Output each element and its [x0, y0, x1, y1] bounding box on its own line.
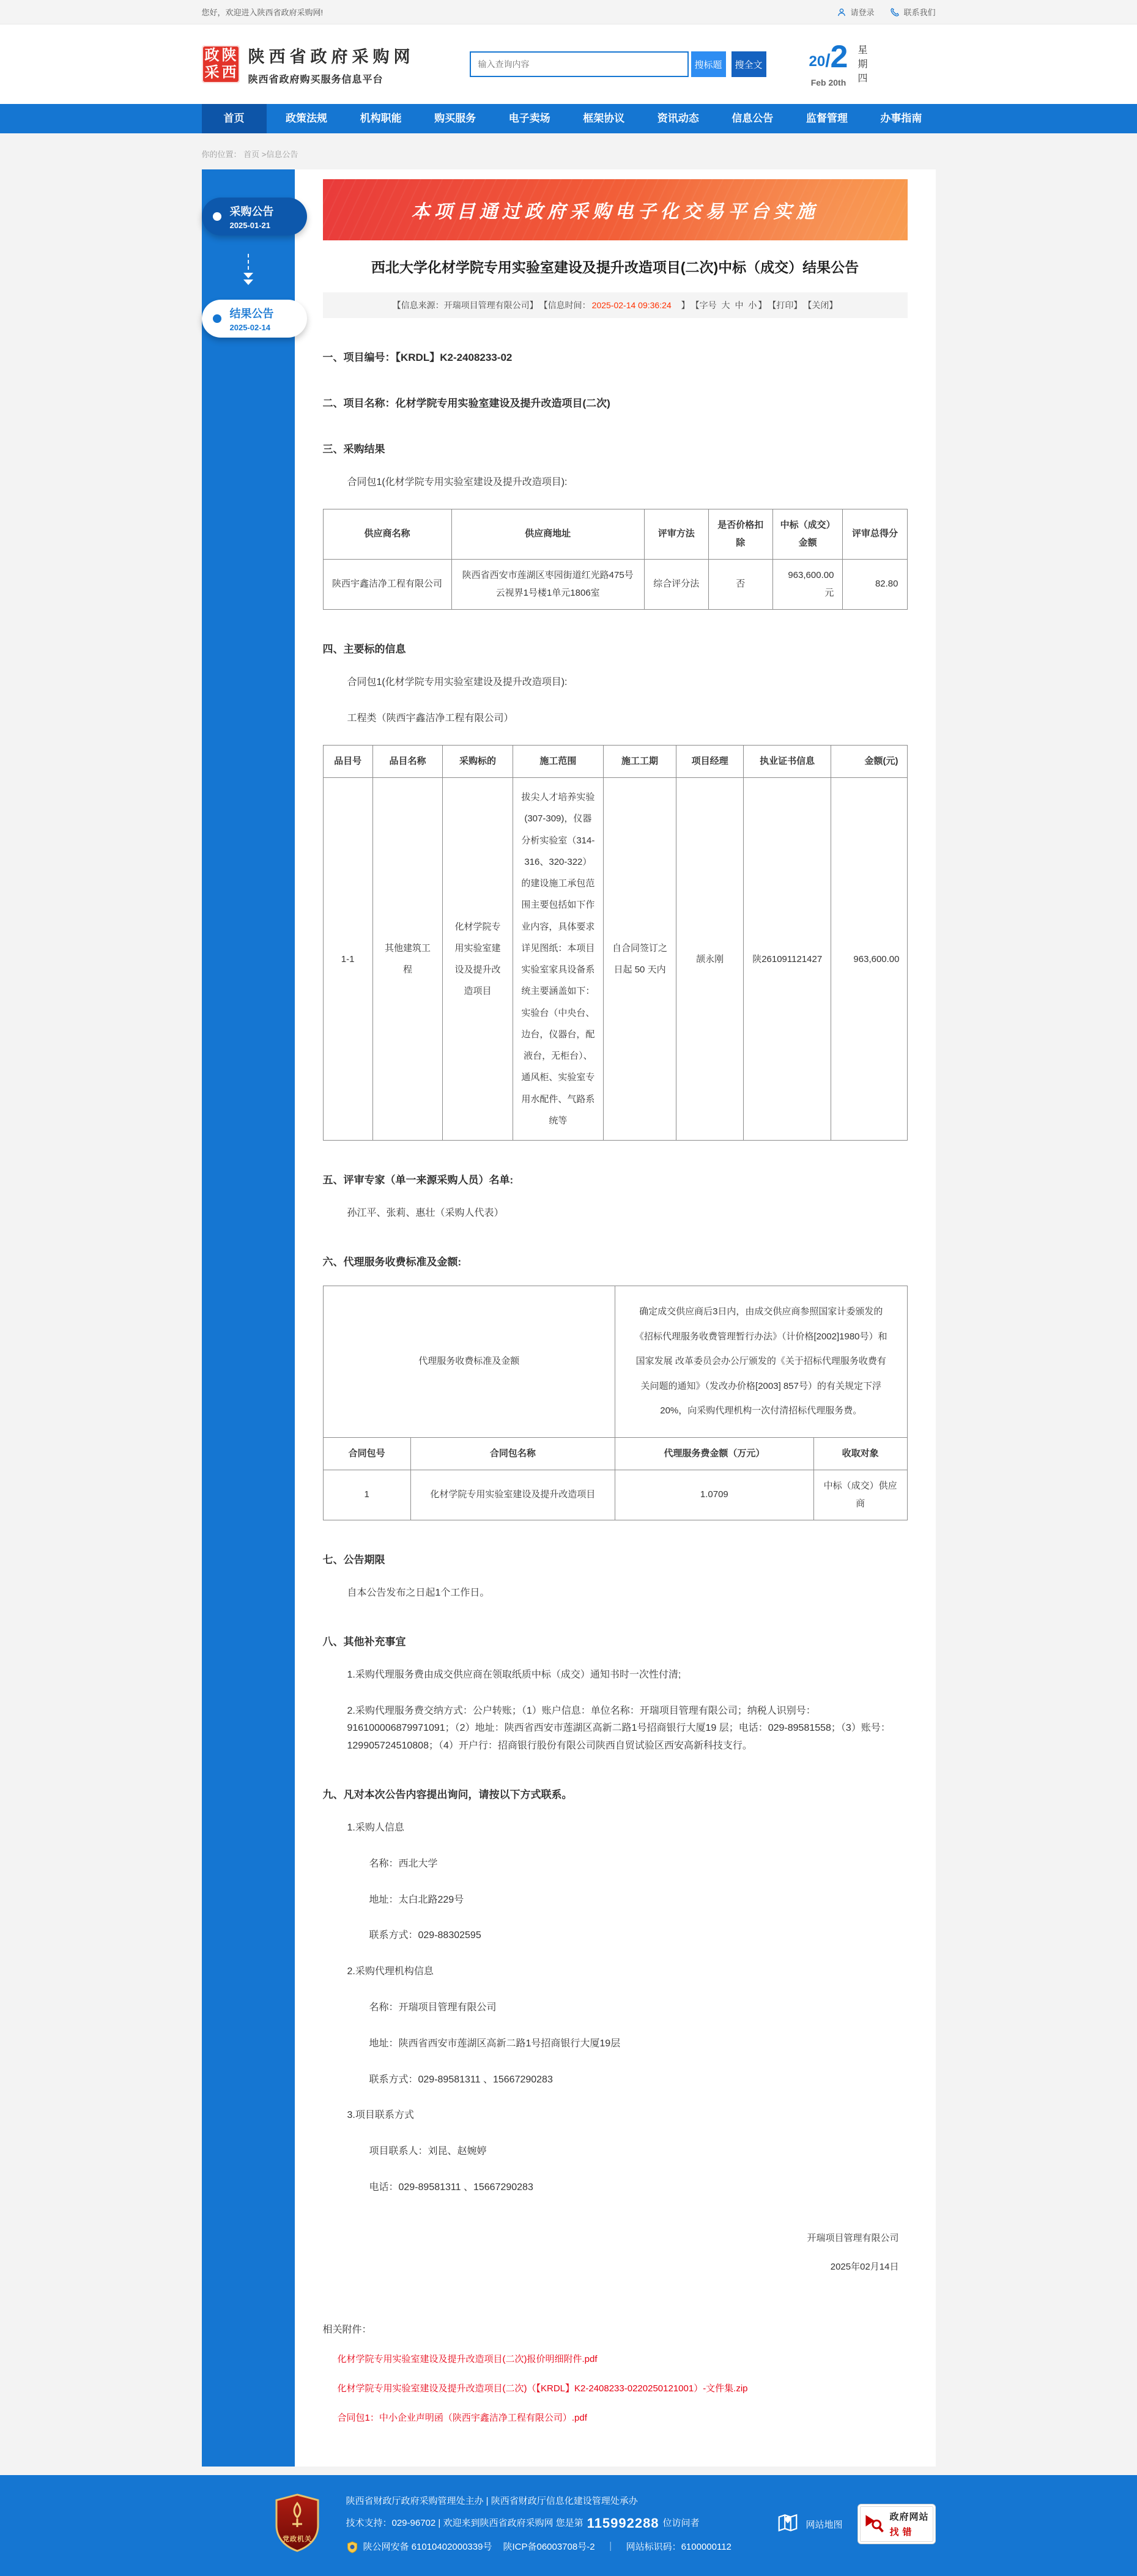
result-table — [323, 509, 908, 610]
attachments-label: 相关附件： — [322, 2324, 372, 2335]
icp-number: 陕ICP备06003708号-2 — [503, 2542, 595, 2553]
badge-subtitle: 找错 — [889, 2527, 916, 2538]
table-row: 1 化材学院专用实验室建设及提升改造项目 1.0709 中标（成交）供应商 — [323, 1470, 907, 1520]
table-row: 1-1 其他建筑工程 化材学院专用实验室建设及提升改造项目 拔尖人才培养实验(307-309)，仪器分析实验室（314-316、320-322）的建设施工承包范围主要包括如下作业内容，具体要求详见图纸：本项目实验室家具设备系统主要涵盖如下：实验台（中央台、边台，仪器台，配液台，无柜台）、通风柜、实验室专用水配件、气路系统等 自合同签订之日起 50 天内 颉永刚 陕261091121427 963,600.00 — [323, 778, 907, 1141]
logo-line-1: 政陕 — [204, 47, 239, 64]
visitor-count: 115992288 — [587, 2515, 659, 2531]
supplement-item: 2.采购代理服务费交纳方式：公户转账；（1）账户信息：单位名称：开瑞项目管理有限公司；纳税人识别号：916100006879971091；（2）地址：陕西省西安市莲湖区高新二路1号招商银行大厦19 层；电话：029-89581558；（3）账号：129905724510808；（4）开户行：招商银行股份有限公司陕西自贸试验区西安高新科技支行。 — [347, 1705, 891, 1752]
section-4-heading: 四、主要标的信息 — [322, 643, 406, 656]
section-6-heading: 六、代理服务收费标准及金额: — [322, 1256, 462, 1268]
site-title: 陕西省政府采购网 — [248, 47, 415, 66]
date-month: 2 — [830, 39, 848, 75]
publish-time: 2025-02-14 09:36:24 — [591, 300, 672, 311]
breadcrumb: 你的位置： 首页 >信息公告 — [201, 150, 298, 159]
attachments-section — [323, 2322, 908, 2424]
search-input[interactable] — [470, 51, 689, 77]
section-1-heading: 一、项目编号：【KRDL】K2-2408233-02 — [322, 352, 513, 364]
supplement-item: 1.采购代理服务费由成交供应商在领取纸质中标（成交）通知书时一次性付清; — [347, 1669, 681, 1680]
breadcrumb-home-link[interactable]: 首页 — [243, 150, 260, 159]
party-gov-shield-icon — [274, 2493, 320, 2555]
site-subtitle: 陕西省政府购买服务信息平台 — [248, 74, 383, 85]
timeline-dot — [213, 212, 221, 221]
meta-bar: 【信息来源：开瑞项目管理有限公司】 【信息时间： 2025-02-14 09:36:24 】 【字号 大 中 小 】 【打印】 【关闭】 — [323, 292, 908, 318]
map-icon — [776, 2511, 799, 2537]
nav-item-policies[interactable]: 政策法规 — [286, 113, 328, 124]
contact-group-title: 1.采购人信息 — [347, 1823, 404, 1834]
sitemap-link[interactable] — [776, 2511, 842, 2537]
attachment-link[interactable]: 化材学院专用实验室建设及提升改造项目(二次)（【KRDL】K2-2408233-0220250121001）-文件集.zip — [337, 2383, 748, 2394]
contact-line: 地址：陕西省西安市莲湖区高新二路1号招商银行大厦19层 — [369, 2038, 621, 2049]
signature-date: 2025年02月14日 — [830, 2261, 899, 2272]
signature-block — [323, 2231, 908, 2273]
site-logo — [202, 45, 240, 83]
logo-line-2: 采西 — [204, 64, 239, 81]
nav-item-supervision[interactable]: 监督管理 — [806, 113, 848, 124]
contact-line: 名称：西北大学 — [369, 1858, 438, 1869]
nav-item-e-mall[interactable]: 电子卖场 — [508, 113, 550, 124]
error-report-badge[interactable] — [857, 2504, 936, 2544]
magnifier-flag-icon — [864, 2512, 884, 2536]
phone-icon — [890, 7, 900, 17]
page-title: 西北大学化材学院专用实验室建设及提升改造项目(二次)中标（成交）结果公告 — [371, 259, 859, 275]
table-header-row: 品目号 品目名称 采购标的 施工范围 施工工期 项目经理 执业证书信息 金额(元) — [323, 745, 907, 778]
package-note: 合同包1(化材学院专用实验室建设及提升改造项目): — [347, 477, 568, 488]
table-row: 陕西宇鑫洁净工程有限公司 陕西省西安市莲湖区枣园街道红光路475号云视界1号楼1单元1806室 综合评分法 否 963,600.00元 82.80 — [323, 560, 907, 610]
contact-line: 电话：029-89581311 、15667290283 — [369, 2182, 533, 2193]
nav-item-functions[interactable]: 机构职能 — [360, 113, 402, 124]
table-header-row: 合同包号 合同包名称 代理服务费金额（万元） 收取对象 — [323, 1437, 907, 1470]
footer-host-line: 陕西省财政厅政府采购管理处主办 | 陕西省财政厅信息化建设管理处承办 — [346, 2495, 638, 2506]
badge-title: 政府网站 — [889, 2512, 929, 2523]
timeline-item-result-notice[interactable]: 结果公告 2025-02-14 — [202, 300, 307, 338]
package-note: 合同包1(化材学院专用实验室建设及提升改造项目): — [347, 677, 568, 688]
nav-item-home[interactable]: 首页 — [202, 104, 267, 133]
contact-group-title: 2.采购代理机构信息 — [347, 1966, 434, 1977]
contact-line: 名称：开瑞项目管理有限公司 — [369, 2002, 497, 2013]
contact-link[interactable] — [890, 6, 935, 18]
section-5-heading: 五、评审专家（单一来源采购人员）名单: — [322, 1174, 514, 1186]
signature-company: 开瑞项目管理有限公司 — [807, 2232, 899, 2243]
search-title-button[interactable]: 搜标题 — [691, 51, 726, 77]
footer — [0, 2475, 1137, 2576]
contact-group-title: 3.项目联系方式 — [347, 2110, 414, 2121]
person-icon — [837, 7, 846, 17]
login-label: 请登录 — [850, 8, 875, 17]
breadcrumb-label: 你的位置： — [201, 150, 242, 159]
public-security-beian: 陕公网安备 61010402000339号 — [363, 2542, 492, 2553]
welcome-text: 您好，欢迎进入陕西省政府采购网! — [201, 8, 324, 17]
login-link[interactable] — [837, 6, 874, 18]
section-8-heading: 八、其他补充事宜 — [322, 1635, 406, 1648]
attachment-link[interactable]: 合同包1：中小企业声明函（陕西宇鑫洁净工程有限公司）.pdf — [337, 2412, 587, 2423]
timeline-arrow-icon — [202, 254, 295, 285]
font-size-medium-button[interactable]: 中 — [735, 300, 744, 311]
experts-list: 孙江平、张莉、惠壮（采购人代表） — [347, 1208, 504, 1219]
table-header-row: 供应商名称 供应商地址 评审方法 是否价格扣除 中标（成交）金额 评审总得分 — [323, 509, 907, 560]
category-note: 工程类（陕西宇鑫洁净工程有限公司） — [347, 712, 514, 724]
table-row: 代理服务收费标准及金额 确定成交供应商后3日内，由成交供应商参照国家计委颁发的《招标代理服务收费管理暂行办法》（计价格[2002]1980号）和国家发展 改革委员会办公厅颁发的《关于招标代理服务收费有关问题的通知》（发改办价格[2003] 857号）的有关规定下浮20%，向采购代理机构一次付清招标代理服务费。 — [323, 1286, 907, 1438]
nav-item-purchase-services[interactable]: 购买服务 — [434, 113, 476, 124]
section-2-heading: 二、项目名称：化材学院专用实验室建设及提升改造项目(二次) — [322, 398, 610, 410]
section-9-heading: 九、凡对本次公告内容提出询问，请按以下方式联系。 — [322, 1789, 572, 1801]
date-widget: 20 / 2 Feb 20th 星期四 — [809, 41, 870, 87]
police-badge-icon — [346, 2541, 358, 2553]
contact-line: 联系方式：029-89581311 、15667290283 — [369, 2074, 553, 2085]
main-nav — [0, 104, 1137, 133]
sidebar-timeline — [202, 169, 295, 2467]
fee-table — [323, 1286, 908, 1520]
print-button[interactable]: 【打印】 — [768, 300, 802, 311]
font-size-large-button[interactable]: 大 — [721, 300, 730, 311]
footer-registration-line: 陕公网安备 61010402000339号 陕ICP备06003708号-2 ｜ 网站标识码：6100000112 — [346, 2541, 777, 2553]
footer-support-line: 技术支持：029-96702 | 欢迎来到陕西省政府采购网 您是第 115992288 位访问者 — [346, 2515, 700, 2531]
notice-period: 自本公告发布之日起1个工作日。 — [347, 1588, 490, 1599]
contact-line: 地址：太白北路229号 — [369, 1894, 464, 1905]
site-header — [0, 24, 1137, 104]
close-button[interactable]: 【关闭】 — [803, 300, 838, 311]
section-7-heading: 七、公告期限 — [322, 1554, 385, 1566]
date-day: 20 — [809, 53, 826, 70]
attachment-link[interactable]: 化材学院专用实验室建设及提升改造项目(二次)报价明细附件.pdf — [337, 2353, 598, 2364]
contact-line: 联系方式：029-88302595 — [369, 1930, 481, 1941]
timeline-item-purchase-notice[interactable]: 采购公告 2025-01-21 — [202, 198, 307, 235]
site-code: 网站标识码：6100000112 — [626, 2542, 731, 2553]
section-3-heading: 三、采购结果 — [322, 443, 385, 456]
nav-item-framework[interactable]: 框架协议 — [583, 113, 625, 124]
search-fulltext-button[interactable]: 搜全文 — [731, 51, 766, 77]
platform-banner: 本项目通过政府采购电子化交易平台实施 — [323, 179, 908, 240]
timeline-dot — [213, 314, 221, 323]
svg-text:党政机关: 党政机关 — [282, 2535, 312, 2543]
topbar — [0, 0, 1137, 24]
weekday-label: 星期四 — [857, 45, 868, 84]
article — [295, 169, 936, 2467]
nav-item-news[interactable]: 资讯动态 — [657, 113, 699, 124]
font-size-small-button[interactable]: 小 — [748, 300, 757, 311]
date-label: Feb 20th — [810, 78, 846, 87]
breadcrumb-current-link[interactable]: 信息公告 — [266, 150, 298, 159]
contact-line: 项目联系人：刘昆、赵婉婷 — [369, 2146, 487, 2157]
contact-label: 联系我们 — [903, 8, 936, 17]
subject-table — [323, 745, 908, 1141]
source-label: 【信息来源：开瑞项目管理有限公司】 — [392, 300, 538, 311]
nav-item-announcements[interactable]: 信息公告 — [731, 113, 774, 124]
nav-item-guide[interactable]: 办事指南 — [880, 113, 922, 124]
sitemap-label: 网站地图 — [806, 2519, 843, 2530]
